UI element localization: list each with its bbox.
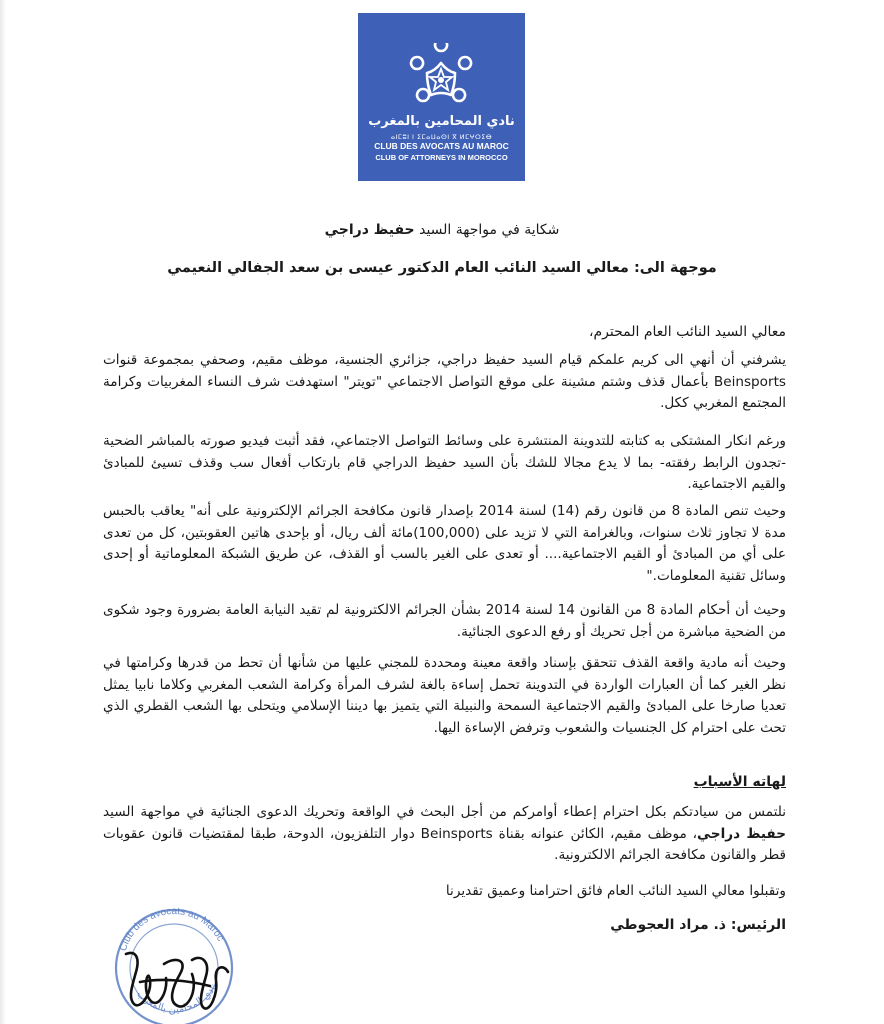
stamp-text-bottom: نادي المحامين بالمغرب [134,981,220,1016]
paragraph-1: يشرفني أن أنهي الى كريم علمكم قيام السيد حفيظ دراجي، جزائري الجنسية، موظف مقيم، وصحفي بمجموعة قنوات Beinsports بأعمال قذف وشتم مشينة على موقع التواصل الاجتماعي "تويتر" استهدفت شرف النساء المغربيات وكرامة المجتمع المغربي ككل. [103,352,786,411]
request-part-2: ، موظف مقيم، الكائن عنوانه بقناة Beinsports دوار التلفزيون، الدوحة، طبقا لمقتضيات قانون عقوبات قطر والقانون مكافحة الجرائم الالكترونية. [103,825,786,863]
complaint-title [0,222,884,238]
paragraph-2: ورغم انكار المشتكى به كتابته للتدوينة المنتشرة على وسائط التواصل الاجتماعي، فقد أثبت فيديو صورته بالمباشر الضحية -تجدون الرابط رفقته- بما لا يدع مجالا للشك بأن السيد حفيظ الدراجي قام بارتكاب أفعال سب وقذف تسيئ للمبادئ والقيم الاجتماعية. [103,433,786,492]
addressee-line: موجهة الى: معالي السيد النائب العام الدكتور عيسى بن سعد الجفالي النعيمي [167,260,717,276]
logo-french-name: CLUB DES AVOCATS AU MAROC [374,141,509,151]
svg-text:Club des avocats au Maroc [118,906,226,953]
club-emblem-icon [405,43,477,115]
club-logo [358,13,525,181]
logo-tifinagh-name: ⴰⵏⵎⵓⵏ ⵏ ⵉⵎⴰⵡⴰⵙⵏ ⴳ ⵍⵎⵖⵔⵉⴱ [390,133,493,141]
paragraph-3: وحيث تنص المادة 8 من قانون رقم (14) لسنة 2014 بإصدار قانون مكافحة الجرائم الإلكترونية على أنه" يعاقب بالحبس مدة لا تجاوز ثلاث سنوات، وبالغرامة التي لا تزيد على (100,000)مائة ألف ريال، أو بإحدى هاتين العقوبتين، كل من تعدى على أي من المبادئ أو القيم الاجتماعية.... أو تعدى على الغير بالسب أو القذف، عن طريق الشبكة المعلوماتية أو إحدى وسائل تقنية المعلومات." [103,503,786,584]
club-stamp-signature [106,894,242,1024]
request-accused-name: حفيظ دراجي [697,825,786,842]
closing-line: وتقبلوا معالي السيد النائب العام فائق احترامنا وعميق تقديرنا [445,883,786,899]
signatory-label: الرئيس: ذ. مراد العجوطي [610,917,786,933]
request-part-1: نلتمس من سيادتكم بكل احترام إعطاء أوامركم من أجل البحث في الواقعة وتحريك الدعوى الجنائية في مواجهة السيد [103,804,786,820]
logo-english-name: CLUB OF ATTORNEYS IN MOROCCO [375,153,508,162]
reasons-heading: لهاته الأسباب [693,774,786,790]
complaint-title-prefix: شكاية في مواجهة السيد [414,222,560,238]
stamp-text-top: Club des avocats au Maroc [117,906,226,953]
paragraph-5: وحيث أنه مادية واقعة القذف تتحقق بإسناد واقعة معينة ومحددة للمجني عليها من شأنها أن تحط من قدرها وكرامتها في نظر الغير كما أن العبارات الواردة في التدوينة تحمل إساءة بالغة لشرف المرأة وكرامة الشعب المغربي وكلاما نابيا يمثل تعديا صارخا على المبادئ والقيم الاجتماعية السمحة والنبيلة التي يتميز بها ديننا الإسلامي ويتحلى بها الشعب القطري الذي تحث على احترام كل الجنسيات والشعوب وترفض الإساءة اليها. [103,655,786,736]
logo-arabic-name: نادي المحامين بالمغرب [368,114,515,129]
paragraph-4: وحيث أن أحكام المادة 8 من القانون 14 لسنة 2014 بشأن الجرائم الالكترونية لم تقيد النيابة العامة بضرورة وجود شكوى من الضحية مباشرة من أجل تحريك أو رفع الدعوى الجنائية. [103,602,786,640]
page-edge [0,0,6,1024]
salutation: معالي السيد النائب العام المحترم، [588,324,786,340]
accused-name: حفيظ دراجي [324,222,415,238]
request-paragraph [103,802,786,867]
